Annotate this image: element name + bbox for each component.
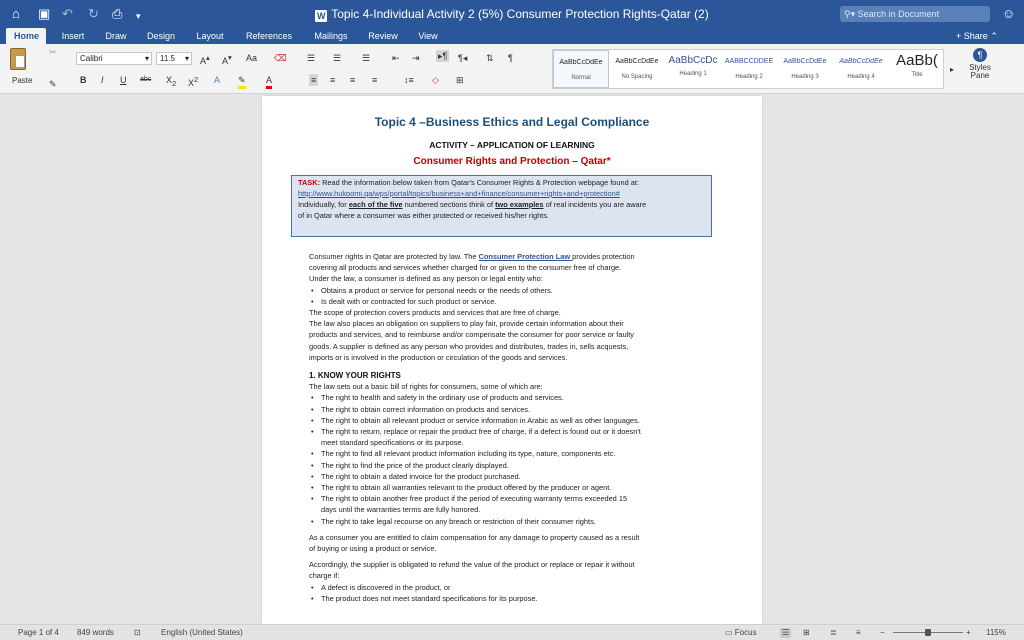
- align-left-icon[interactable]: ≡: [311, 75, 317, 85]
- task-box: [291, 175, 712, 237]
- customize-toolbar-icon[interactable]: ▾: [136, 11, 141, 21]
- italic-icon[interactable]: I: [101, 75, 104, 85]
- document-heading: Topic 4 –Business Ethics and Legal Compliance: [374, 115, 650, 129]
- print-layout-icon[interactable]: ☰: [782, 628, 790, 637]
- redo-icon[interactable]: ↻: [88, 6, 99, 21]
- clipboard-icon[interactable]: [10, 48, 26, 70]
- collapse-ribbon-icon[interactable]: ⌃: [990, 31, 998, 41]
- zoom-in-icon[interactable]: +: [966, 628, 971, 637]
- print-icon[interactable]: ⎙: [112, 6, 123, 21]
- styles-pane-icon: ¶: [973, 48, 987, 62]
- section-heading: 1. KNOW YOUR RIGHTS: [309, 371, 401, 381]
- clear-formatting-icon[interactable]: ⌫: [274, 53, 287, 63]
- increase-indent-icon[interactable]: ⇥: [412, 53, 420, 63]
- page-count[interactable]: Page 1 of 4: [18, 628, 59, 637]
- list-item-continuation: meet standard specifications or its purpose.: [321, 438, 464, 448]
- proofing-icon[interactable]: ⊡: [134, 628, 141, 637]
- align-center-icon[interactable]: ≡: [330, 75, 336, 85]
- sort-icon[interactable]: ⇅: [486, 53, 494, 63]
- styles-gallery: [552, 49, 944, 89]
- chevron-down-icon: ▾: [144, 54, 149, 63]
- tab-review[interactable]: Review: [368, 31, 398, 41]
- document-page[interactable]: [262, 96, 762, 624]
- paragraph: imports or is involved in the production or circulation of the goods and services.: [309, 352, 568, 362]
- focus-button[interactable]: ▭ Focus: [725, 628, 757, 637]
- list-item: • The right to obtain a dated invoice for the product purchased.: [309, 471, 709, 482]
- font-color-icon[interactable]: A: [266, 74, 272, 89]
- zoom-slider-handle[interactable]: [925, 629, 931, 636]
- strikethrough-icon[interactable]: abc: [140, 76, 152, 83]
- language-status[interactable]: English (United States): [161, 628, 243, 637]
- zoom-out-icon[interactable]: −: [880, 628, 885, 637]
- list-item: • The right to obtain all warranties relevant to the product offered by the producer or agent.: [309, 482, 709, 493]
- paragraph: products and services, and to reimburse and/or compensate the consumer for poor service or faulty: [309, 330, 634, 340]
- cut-icon[interactable]: ✂: [49, 47, 57, 57]
- shading-icon[interactable]: ◇: [432, 75, 439, 85]
- undo-icon[interactable]: ↶: [62, 6, 73, 21]
- paragraph: Under the law, a consumer is defined as any person or legal entity who:: [309, 274, 543, 284]
- web-layout-icon[interactable]: ⊞: [803, 628, 810, 637]
- list-item: • Is dealt with or contracted for such product or service.: [309, 296, 709, 307]
- grow-font-icon[interactable]: A▴: [200, 53, 210, 66]
- tab-layout[interactable]: Layout: [196, 31, 224, 41]
- text-effects-icon[interactable]: A: [214, 75, 221, 85]
- window-title: W Topic 4-Individual Activity 2 (5%) Consumer Protection Rights-Qatar (2): [317, 7, 709, 21]
- word-count[interactable]: 849 words: [77, 628, 114, 637]
- share-button[interactable]: + Share ⌃: [956, 31, 998, 41]
- styles-more-icon[interactable]: ▸: [950, 65, 955, 74]
- tab-design[interactable]: Design: [146, 31, 175, 41]
- tab-view[interactable]: View: [418, 31, 438, 41]
- outline-view-icon[interactable]: ≣: [830, 628, 837, 637]
- word-doc-icon: W: [317, 11, 326, 21]
- decrease-indent-icon[interactable]: ⇤: [392, 53, 400, 63]
- task-url-link[interactable]: http://www.hukoomi.qa/wps/portal/topics/business+and+finance/consumer+rights+and+protection#: [298, 189, 620, 198]
- draft-view-icon[interactable]: ≡: [856, 628, 861, 637]
- style-title[interactable]: AaBb( Title: [896, 52, 938, 78]
- list-item: • The right to obtain another free product if the period of executing warranty terms exceeded 15: [309, 493, 709, 504]
- bullets-icon[interactable]: ☰: [307, 53, 316, 63]
- account-icon[interactable]: ☺: [1002, 6, 1016, 21]
- show-marks-icon[interactable]: ¶: [508, 53, 513, 63]
- document-body: [309, 251, 709, 604]
- list-item: • The right to take legal recourse on any breach or restriction of their consumer rights.: [309, 516, 709, 527]
- list-item: • A defect is discovered in the product, or: [309, 582, 709, 593]
- subscript-icon[interactable]: $X_2$: [166, 75, 177, 88]
- list-item: • The right to health and safety in the ordinary use of products and services.: [309, 392, 709, 403]
- chevron-down-icon: ▾: [184, 54, 189, 63]
- paragraph: Accordingly, the supplier is obligated to refund the value of the product or replace or repair it without: [309, 560, 635, 570]
- align-right-icon[interactable]: ≡: [350, 75, 356, 85]
- list-item: • The right to return, replace or repair the product free of charge, if a defect is found out or it doesn't: [309, 426, 709, 437]
- style-heading-4[interactable]: AaBbCcDdEe Heading 4: [839, 58, 883, 80]
- borders-icon[interactable]: ⊞: [456, 75, 464, 85]
- style-heading-1[interactable]: AaBbCcDc Heading 1: [668, 55, 718, 77]
- task-line: of in Qatar where a consumer was either protected or received his/her rights.: [298, 211, 549, 220]
- change-case-icon[interactable]: Aa: [246, 53, 258, 63]
- tab-home[interactable]: Home: [6, 28, 46, 44]
- paragraph: goods. A supplier is defined as any person who provides and distributes, trades in, sells acquests,: [309, 341, 629, 351]
- font-size-input[interactable]: 11.5 ▾: [156, 52, 192, 65]
- zoom-level[interactable]: 115%: [986, 628, 1006, 637]
- line-spacing-icon[interactable]: ↕≡: [404, 75, 414, 85]
- paragraph: of buying or using a product or service.: [309, 544, 437, 554]
- rtl-icon[interactable]: ¶◂: [458, 53, 468, 63]
- tab-insert[interactable]: Insert: [61, 31, 85, 41]
- style-heading-2[interactable]: AABBCCDDEE Heading 2: [724, 58, 774, 80]
- consumer-protection-law-link[interactable]: Consumer Protection Law: [478, 252, 573, 261]
- list-item: • The product does not meet standard specifications for its purpose.: [309, 593, 709, 604]
- paragraph: covering all products and services whether charged for or given to the consumer free of charge.: [309, 263, 622, 273]
- paragraph: As a consumer you are entitled to claim compensation for any damage to property caused as a result: [309, 532, 640, 542]
- list-item: • The right to find all relevant product information including its type, nature, components etc.: [309, 448, 709, 459]
- ribbon-home: [0, 44, 1024, 94]
- list-item: • Obtains a product or service for personal needs or the needs of others.: [309, 285, 709, 296]
- task-line: Individually, for each of the five numbered sections think of two examples of real incidents you are aware: [298, 200, 647, 209]
- home-icon[interactable]: ⌂: [12, 6, 20, 21]
- paste-button[interactable]: Paste: [12, 76, 33, 85]
- activity-label: ACTIVITY – APPLICATION OF LEARNING: [429, 140, 595, 150]
- paragraph: charge if:: [309, 571, 340, 581]
- search-input[interactable]: ⚲▾ Search in Document: [840, 6, 990, 22]
- tab-draw[interactable]: Draw: [105, 31, 127, 41]
- styles-pane-button[interactable]: ¶ Styles Pane: [969, 50, 991, 80]
- underline-icon[interactable]: U: [120, 75, 127, 85]
- ltr-icon[interactable]: ▸¶: [438, 51, 448, 61]
- status-bar: [0, 624, 1024, 640]
- shrink-font-icon[interactable]: A▾: [222, 53, 232, 66]
- tab-mailings[interactable]: Mailings: [314, 31, 348, 41]
- add-person-icon: +: [956, 31, 962, 41]
- ribbon-tabs: [0, 28, 1024, 44]
- highlight-icon[interactable]: ✎: [238, 74, 246, 89]
- document-subheading: Consumer Rights and Protection – Qatar*: [413, 156, 611, 167]
- font-name-input[interactable]: Calibri ▾: [76, 52, 152, 65]
- list-item: • The right to find the price of the product clearly displayed.: [309, 460, 709, 471]
- bold-icon[interactable]: B: [80, 75, 87, 85]
- superscript-icon[interactable]: $X^2$: [188, 75, 199, 88]
- style-normal[interactable]: AaBbCcDdEe Normal: [553, 50, 609, 88]
- list-item: • The right to obtain correct information on products and services.: [309, 404, 709, 415]
- focus-icon: ▭: [725, 628, 733, 637]
- tab-references[interactable]: References: [245, 31, 293, 41]
- task-line: TASK: Read the information below taken from Qatar's Consumer Rights & Protection webpage found at:: [298, 178, 640, 187]
- justify-icon[interactable]: ≡: [372, 75, 378, 85]
- paragraph: The law sets out a basic bill of rights for consumers, some of which are:: [309, 382, 543, 392]
- style-no-spacing[interactable]: AaBbCcDdEe No Spacing: [615, 58, 659, 80]
- save-icon[interactable]: ▣: [38, 6, 51, 21]
- numbering-icon[interactable]: ☰: [333, 53, 342, 63]
- list-item: • The right to obtain all relevant product or service information in Arabic as well as other languages.: [309, 415, 709, 426]
- paragraph: The law also places an obligation on suppliers to play fair, provide certain information about their: [309, 319, 624, 329]
- title-bar: [0, 0, 1024, 28]
- paragraph: Consumer rights in Qatar are protected by law. The Consumer Protection Law provides protection: [309, 252, 635, 261]
- format-painter-icon[interactable]: ✎: [49, 79, 57, 89]
- search-icon: ⚲▾: [844, 9, 858, 19]
- list-item-continuation: days until the warranties terms are fully honored.: [321, 505, 481, 515]
- paragraph: The scope of protection covers products and services that are free of charge.: [309, 308, 561, 318]
- style-heading-3[interactable]: AaBbCcDdEe Heading 3: [783, 58, 827, 80]
- multilevel-list-icon[interactable]: ☰: [362, 53, 371, 63]
